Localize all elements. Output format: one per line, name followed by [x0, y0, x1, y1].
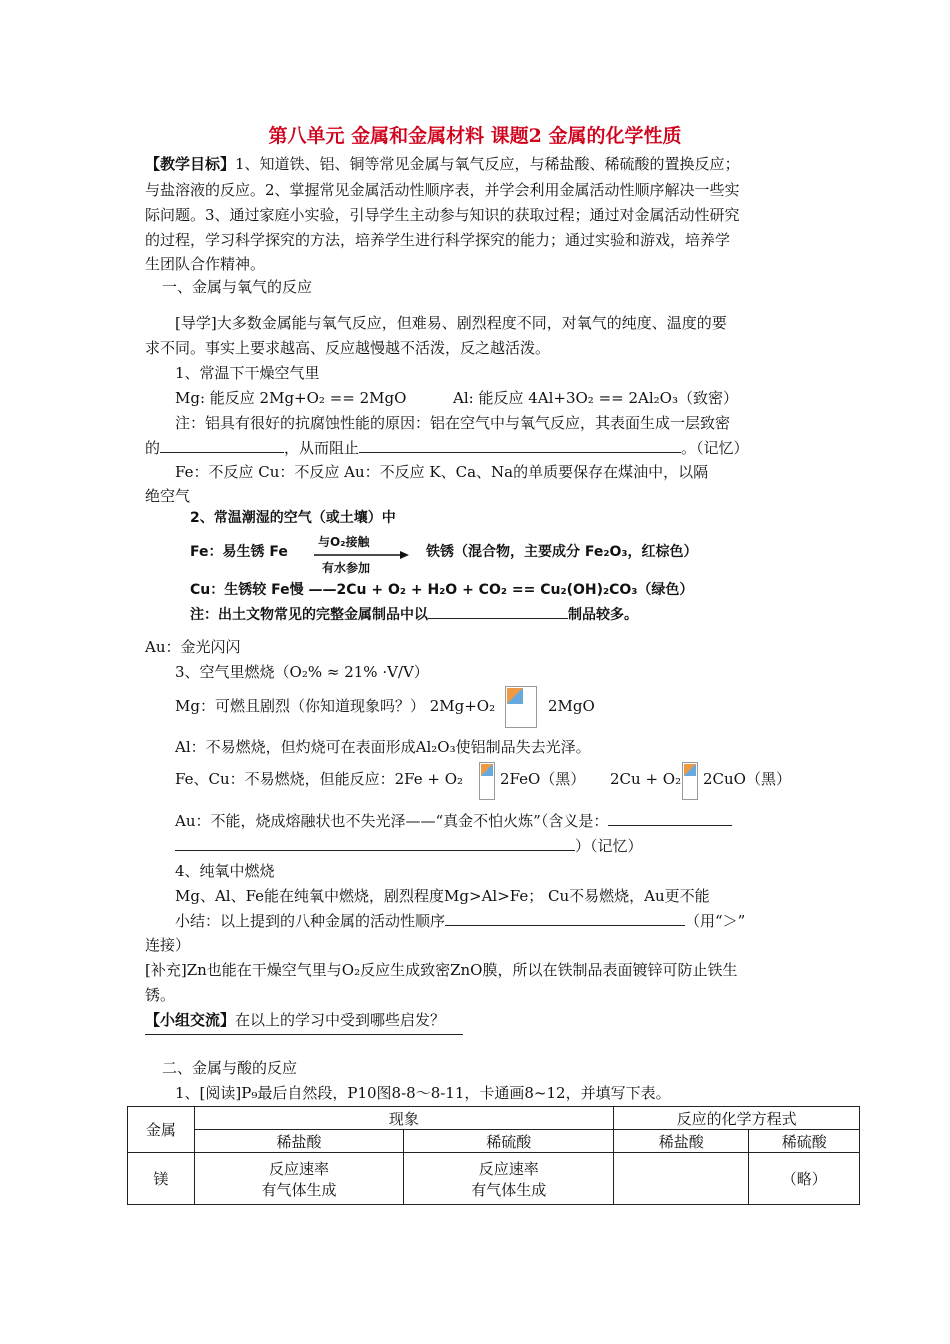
note-line-1: 注：铝具有很好的抗腐蚀性能的原因：铝在空气中与氧气反应，其表面生成一层致密 — [175, 414, 731, 432]
blank-prevent[interactable] — [359, 438, 681, 453]
section-2-heading: 二、金属与酸的反应 — [162, 1059, 298, 1077]
section-1-heading: 一、金属与氧气的反应 — [162, 278, 313, 296]
header-metal: 金属 — [128, 1107, 195, 1153]
broken-image-icon — [505, 686, 537, 728]
cell-rate: 反应速率 — [269, 1159, 330, 1178]
acid-reaction-table — [127, 1106, 860, 1205]
figure-note — [190, 604, 638, 625]
header-equation: 反应的化学方程式 — [614, 1107, 860, 1130]
reading-line: 1、[阅读]P₉最后自然段，P10图8-8～8-11，卡通画8~12，并填写下表。 — [175, 1084, 671, 1102]
arrow-top-text: 与O₂接触 — [318, 535, 370, 549]
sub-heading-1: 1、常温下干燥空气里 — [175, 364, 320, 382]
cell-gas: 有气体生成 — [471, 1180, 547, 1199]
blank-activity-order[interactable] — [445, 911, 685, 926]
feo-product: 2FeO（黑） — [500, 770, 586, 788]
divider — [145, 1034, 463, 1035]
note-text-a: 的 — [145, 439, 161, 457]
note-text-c: 。（记忆） — [681, 439, 749, 457]
fe-rust-result: 铁锈（混合物，主要成分 Fe₂O₃，红棕色） — [426, 544, 698, 560]
au-line: Au：金光闪闪 — [145, 638, 241, 656]
group-label: 【小组交流】 — [145, 1011, 236, 1029]
mg-burn-product: 2MgO — [548, 697, 595, 715]
cell-h2so4-phenomenon — [404, 1153, 614, 1205]
au-burn-line — [175, 811, 732, 831]
fecu-burn-line: Fe、Cu：不易燃烧，但能反应：2Fe + O₂ — [175, 770, 464, 788]
goals-line-1 — [145, 154, 740, 174]
goals-line-5: 生团队合作精神。 — [145, 255, 266, 273]
summary-line-2: 连接） — [145, 936, 191, 954]
header-phenomenon: 现象 — [194, 1107, 614, 1130]
cell-rate: 反应速率 — [478, 1159, 539, 1178]
header-h2so4: 稀硫酸 — [404, 1130, 614, 1153]
goals-text-1: 1、知道铁、铝、铜等常见金属与氧气反应，与稀盐酸、稀硫酸的置换反应； — [235, 155, 740, 173]
figure-heading: 2、常温潮湿的空气（或土壤）中 — [190, 510, 396, 526]
sub-heading-3: 3、空气里燃烧（O₂% ≈ 21% ·V/V） — [175, 663, 429, 681]
guide-line-1: [导学]大多数金属能与氧气反应，但难易、剧烈程度不同，对氧气的纯度、温度的要 — [175, 314, 727, 332]
supplement-line-1: [补充]Zn也能在干燥空气里与O₂反应生成致密ZnO膜，所以在铁制品表面镀锌可防止铁生 — [145, 961, 738, 979]
cu-burn: 2Cu + O₂ — [610, 770, 682, 788]
guide-line-2: 求不同。事实上要求越高、反应越慢越不活泼，反之越活泼。 — [145, 339, 551, 357]
others-line-2: 绝空气 — [145, 487, 191, 505]
sub-heading-4: 4、纯氧中燃烧 — [175, 862, 275, 880]
cu-rust-line: Cu：生锈较 Fe慢 ——2Cu + O₂ + H₂O + CO₂ == Cu₂(OH)₂CO₃（绿色） — [190, 582, 694, 598]
summary-hint: （用“＞” — [685, 912, 746, 930]
goals-line-4: 的过程，学习科学探究的方法，培养学生进行科学探究的能力；通过实验和游戏，培养学 — [145, 231, 731, 249]
row-metal-mg: 镁 — [128, 1153, 195, 1205]
note-text-b: ，从而阻止 — [284, 439, 360, 457]
goals-line-3: 际问题。3、通过家庭小实验，引导学生主动参与知识的获取过程；通过对金属活动性研究 — [145, 206, 740, 224]
page-title: 第八单元 金属和金属材料 课题2 金属的化学性质 — [268, 125, 682, 147]
arrow-bottom-text: 有水参加 — [322, 561, 371, 575]
blank-artifact[interactable] — [428, 604, 568, 619]
cell-eq-h2so4: （略） — [749, 1153, 860, 1205]
cuo-product: 2CuO（黑） — [703, 770, 791, 788]
note-line-2 — [145, 438, 749, 458]
blank-meaning-1[interactable] — [608, 811, 732, 826]
summary-line — [175, 911, 745, 931]
mg-burn-line: Mg：可燃且剧烈（你知道现象吗？） 2Mg+O₂ — [175, 697, 496, 715]
blank-meaning-2[interactable] — [175, 836, 575, 851]
cell-gas: 有气体生成 — [261, 1180, 337, 1199]
supplement-line-2: 锈。 — [145, 986, 176, 1004]
humid-air-figure — [190, 508, 730, 626]
blank-film[interactable] — [160, 438, 284, 453]
cell-eq-hcl[interactable] — [614, 1153, 749, 1205]
goals-label: 【教学目标】 — [145, 155, 236, 173]
figure-note-a: 注：出土文物常见的完整金属制品中以 — [190, 607, 428, 623]
au-burn-line-2 — [175, 836, 643, 856]
header-eq-h2so4: 稀硫酸 — [749, 1130, 860, 1153]
group-text: 在以上的学习中受到哪些启发？ — [235, 1011, 446, 1029]
others-line-1: Fe：不反应 Cu：不反应 Au：不反应 K、Ca、Na的单质要保存在煤油中，以隔 — [175, 463, 709, 481]
broken-image-icon — [682, 762, 698, 800]
goals-line-2: 与盐溶液的反应。2、掌握常见金属活动性顺序表，并学会利用金属活动性顺序解决一些实 — [145, 181, 740, 199]
al-burn-line: Al：不易燃烧，但灼烧可在表面形成Al₂O₃使铝制品失去光泽。 — [175, 738, 591, 756]
header-hcl: 稀盐酸 — [194, 1130, 404, 1153]
broken-image-icon — [479, 762, 495, 800]
group-discussion — [145, 1010, 445, 1030]
au-burn-end: ）（记忆） — [575, 837, 643, 855]
au-burn-text: Au：不能，烧成熔融状也不失光泽——“真金不怕火炼”（含义是： — [175, 812, 609, 830]
pure-oxygen-line: Mg、Al、Fe能在纯氧中燃烧，剧烈程度Mg>Al>Fe； Cu不易燃烧，Au更不能 — [175, 887, 710, 905]
al-reaction: Al: 能反应 4Al+3O₂ == 2Al₂O₃（致密） — [453, 389, 738, 407]
cell-hcl-phenomenon — [194, 1153, 404, 1205]
mg-reaction: Mg: 能反应 2Mg+O₂ == 2MgO — [175, 389, 407, 407]
header-eq-hcl: 稀盐酸 — [614, 1130, 749, 1153]
fe-rust-label: Fe：易生锈 Fe — [190, 544, 288, 560]
summary-text: 小结：以上提到的八种金属的活动性顺序 — [175, 912, 446, 930]
figure-note-b: 制品较多。 — [568, 607, 638, 623]
